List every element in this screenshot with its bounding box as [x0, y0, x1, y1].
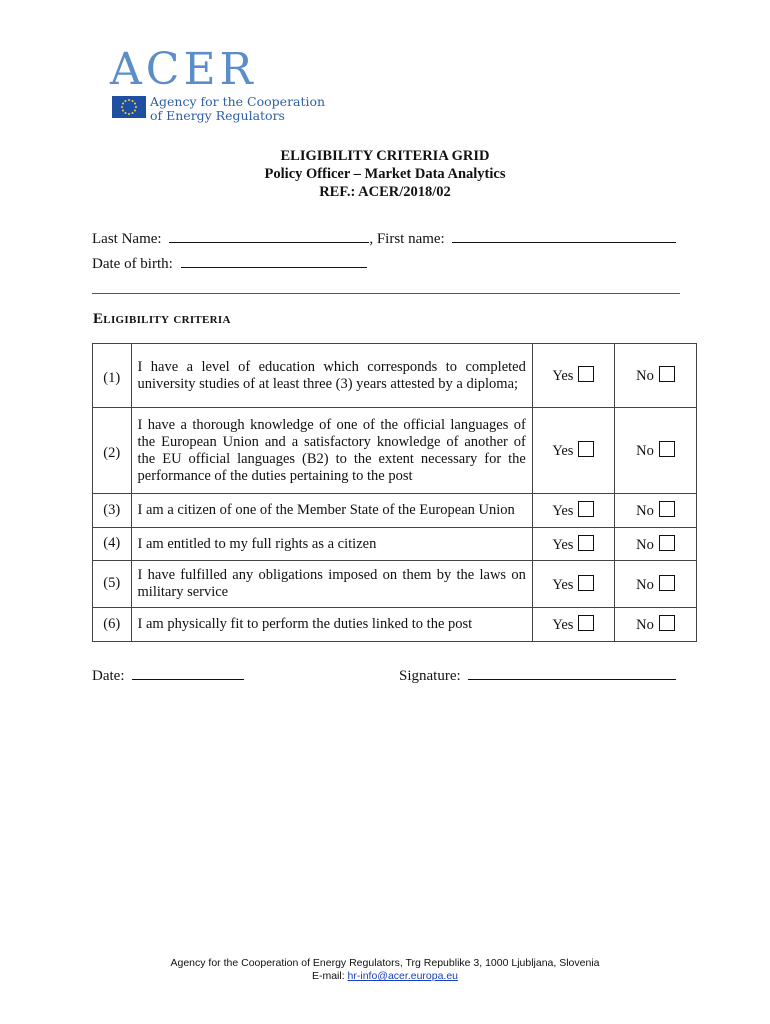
no-label: No [636, 576, 654, 593]
title-line-1: ELIGIBILITY CRITERIA GRID [280, 148, 490, 164]
no-checkbox[interactable] [659, 366, 675, 382]
footer-email-line [0, 970, 770, 983]
table-row [93, 494, 697, 528]
criterion-number: (6) [93, 608, 132, 642]
eu-flag-icon [112, 96, 146, 118]
no-checkbox[interactable] [659, 535, 675, 551]
last-name-label: Last Name: [92, 231, 162, 247]
no-option [614, 561, 696, 608]
no-option [614, 608, 696, 642]
yes-label: Yes [552, 503, 574, 519]
no-option [614, 408, 696, 494]
no-checkbox[interactable] [659, 441, 675, 457]
yes-option [532, 408, 614, 494]
date-field[interactable] [132, 666, 244, 680]
name-field-row [92, 229, 676, 248]
date-of-birth-row [92, 254, 367, 273]
no-label: No [636, 536, 654, 553]
yes-checkbox[interactable] [578, 441, 594, 457]
first-name-label: , First name: [369, 231, 445, 247]
yes-label: Yes [552, 536, 574, 553]
title-line-2: Policy Officer – Market Data Analytics [264, 166, 506, 182]
yes-label: Yes [552, 576, 574, 593]
yes-label: Yes [552, 617, 574, 633]
section-divider [92, 293, 680, 294]
no-option [614, 494, 696, 528]
no-checkbox[interactable] [659, 501, 675, 517]
criteria-table [92, 343, 697, 642]
yes-option [532, 608, 614, 642]
table-row [93, 608, 697, 642]
yes-label: Yes [552, 368, 574, 384]
criterion-number: (5) [93, 561, 132, 608]
no-label: No [636, 503, 654, 519]
signature-field[interactable] [468, 666, 676, 680]
yes-option [532, 561, 614, 608]
no-checkbox[interactable] [659, 615, 675, 631]
criterion-text: I have fulfilled any obligations imposed on them by the laws on military service [131, 561, 532, 608]
criterion-text: I am a citizen of one of the Member State of the European Union [131, 494, 532, 528]
table-row [93, 561, 697, 608]
no-label: No [636, 443, 654, 459]
document-title [0, 147, 770, 201]
criterion-number: (2) [93, 408, 132, 494]
yes-option [532, 528, 614, 561]
last-name-field[interactable] [169, 229, 369, 243]
date-of-birth-field[interactable] [181, 254, 367, 268]
yes-checkbox[interactable] [578, 501, 594, 517]
criterion-text: I am entitled to my full rights as a citizen [131, 528, 532, 561]
no-option [614, 528, 696, 561]
date-label: Date: [92, 668, 125, 684]
no-checkbox[interactable] [659, 575, 675, 591]
criterion-number: (3) [93, 494, 132, 528]
table-row [93, 408, 697, 494]
signature-row [399, 666, 676, 685]
criterion-text: I am physically fit to perform the duties linked to the post [131, 608, 532, 642]
section-heading: Eligibility criteria [93, 311, 231, 327]
criterion-text: I have a level of education which corresponds to completed university studies of at least three (3) years attested by a diploma; [131, 344, 532, 408]
no-option [614, 344, 696, 408]
date-of-birth-label: Date of birth: [92, 256, 173, 272]
footer-email-link[interactable]: hr-info@acer.europa.eu [347, 970, 459, 982]
yes-label: Yes [552, 443, 574, 459]
yes-checkbox[interactable] [578, 615, 594, 631]
no-label: No [636, 617, 654, 633]
yes-checkbox[interactable] [578, 366, 594, 382]
logo-agency-line2: of Energy Regulators [150, 108, 285, 123]
title-line-3: REF.: ACER/2018/02 [319, 184, 451, 200]
table-row [93, 344, 697, 408]
yes-option [532, 494, 614, 528]
first-name-field[interactable] [452, 229, 676, 243]
no-label: No [636, 368, 654, 384]
footer-email-label: E-mail: [311, 970, 345, 982]
yes-checkbox[interactable] [578, 575, 594, 591]
logo-wordmark: ACER [110, 44, 257, 95]
criterion-text: I have a thorough knowledge of one of the official languages of the European Union and a satisfactory knowledge of another of the EU official languages (B2) to the extent necessary for the performance of the duties pertaining to the post [131, 408, 532, 494]
criterion-number: (1) [93, 344, 132, 408]
footer-address: Agency for the Cooperation of Energy Regulators, Trg Republike 3, 1000 Ljubljana, Slovenia [170, 957, 600, 969]
table-row [93, 528, 697, 561]
date-row [92, 666, 244, 685]
criterion-number: (4) [93, 528, 132, 561]
yes-checkbox[interactable] [578, 535, 594, 551]
acer-logo [110, 44, 326, 123]
signature-label: Signature: [399, 668, 461, 684]
page-footer [0, 957, 770, 983]
logo-agency-line1: Agency for the Cooperation [150, 94, 326, 109]
yes-option [532, 344, 614, 408]
